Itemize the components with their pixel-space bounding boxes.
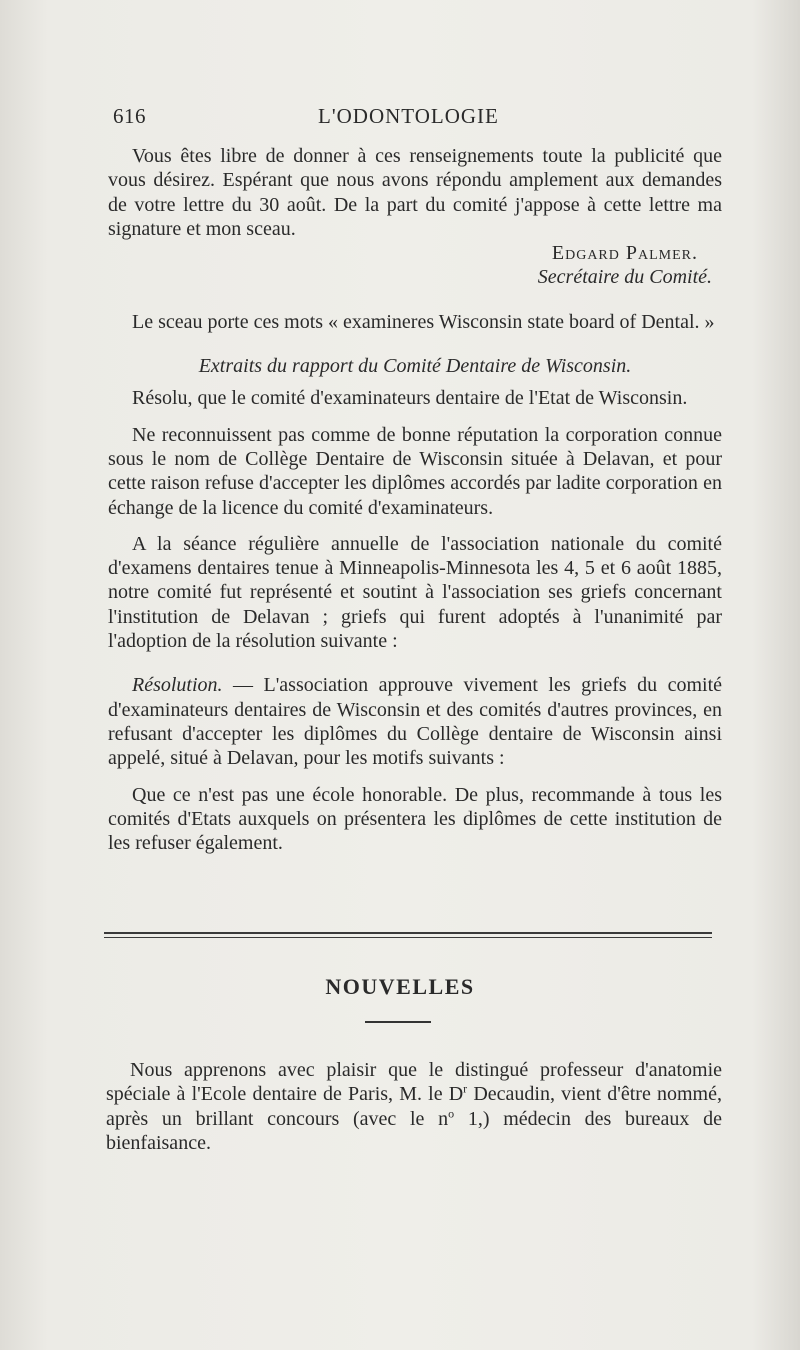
news-part-2: Decaudin, vient d'être nommé, après un brillant concours (avec le n xyxy=(106,1083,722,1130)
section-divider xyxy=(104,932,712,938)
divider-thick-line xyxy=(104,932,712,934)
section-title-underline xyxy=(365,1021,431,1023)
meeting-paragraph: A la séance régulière annuelle de l'association nationale du comité d'examens dentaires tenue à Minneapolis-Minnesota les 4, 5 et 6 août 1885, notre comité fut représenté et soutint à l'association ses griefs concernant l'institution de Delavan ; griefs qui furent adoptés à l'unanimité par l'adoption de la résolution suivante : xyxy=(108,532,722,653)
news-text xyxy=(106,1058,722,1155)
news-paragraph xyxy=(106,1058,722,1155)
signature-name: Edgard Palmer. xyxy=(551,242,698,265)
section-title: NOUVELLES xyxy=(325,974,475,999)
running-header xyxy=(0,104,800,134)
news-part-1: Nous apprenons avec plaisir que le distingué professeur d'anatomie spéciale à l'Ecole dentaire de Paris, M. le D xyxy=(106,1059,722,1106)
running-title: L'ODONTOLOGIE xyxy=(318,104,499,128)
signature-title: Secrétaire du Comité. xyxy=(537,266,712,289)
resolved-paragraph: Résolu, que le comité d'examinateurs dentaire de l'Etat de Wisconsin. xyxy=(132,387,688,410)
divider-thin-line xyxy=(104,937,712,938)
number-superscript: o xyxy=(448,1105,455,1120)
page-number: 616 xyxy=(113,104,146,128)
main-text xyxy=(108,144,722,855)
closing-paragraph: Que ce n'est pas une école honorable. De plus, recommande à tous les comités d'Etats auxquels on présentera les diplômes de cette institution de les refuser également. xyxy=(108,783,722,855)
recognition-paragraph: Ne reconnuissent pas comme de bonne réputation la corporation connue sous le nom de Collège Dentaire de Wisconsin située à Delavan, et pour cette raison refuse d'accepter les diplômes accordés par ladite corporation en échange de la licence du comité d'examinateurs. xyxy=(108,423,722,519)
letter-closing-paragraph: Vous êtes libre de donner à ces renseignements toute la publicité que vous désirez. Espérant que nous avons répondu amplement aux demandes de votre lettre du 30 août. De la part du comité j'appose à cette lettre ma signature et mon sceau. xyxy=(108,145,722,240)
resolution-text: — L'association approuve vivement les griefs du comité d'examinateurs dentaires de Wisconsin et des comités d'autres provinces, en refusant d'accepter les diplômes du Collège dentaire de Wisconsin ainsi appelé, situé à Delavan, pour les motifs suivants : xyxy=(108,674,722,770)
resolution-label: Résolution. xyxy=(132,674,223,697)
news-part-3: 1,) médecin des bureaux de bienfaisance. xyxy=(106,1107,723,1154)
dr-superscript: r xyxy=(463,1081,468,1096)
extract-heading: Extraits du rapport du Comité Dentaire de Wisconsin. xyxy=(198,355,632,378)
resolution-paragraph xyxy=(108,673,722,770)
seal-note-paragraph: Le sceau porte ces mots « examineres Wisconsin state board of Dental. » xyxy=(132,310,715,333)
